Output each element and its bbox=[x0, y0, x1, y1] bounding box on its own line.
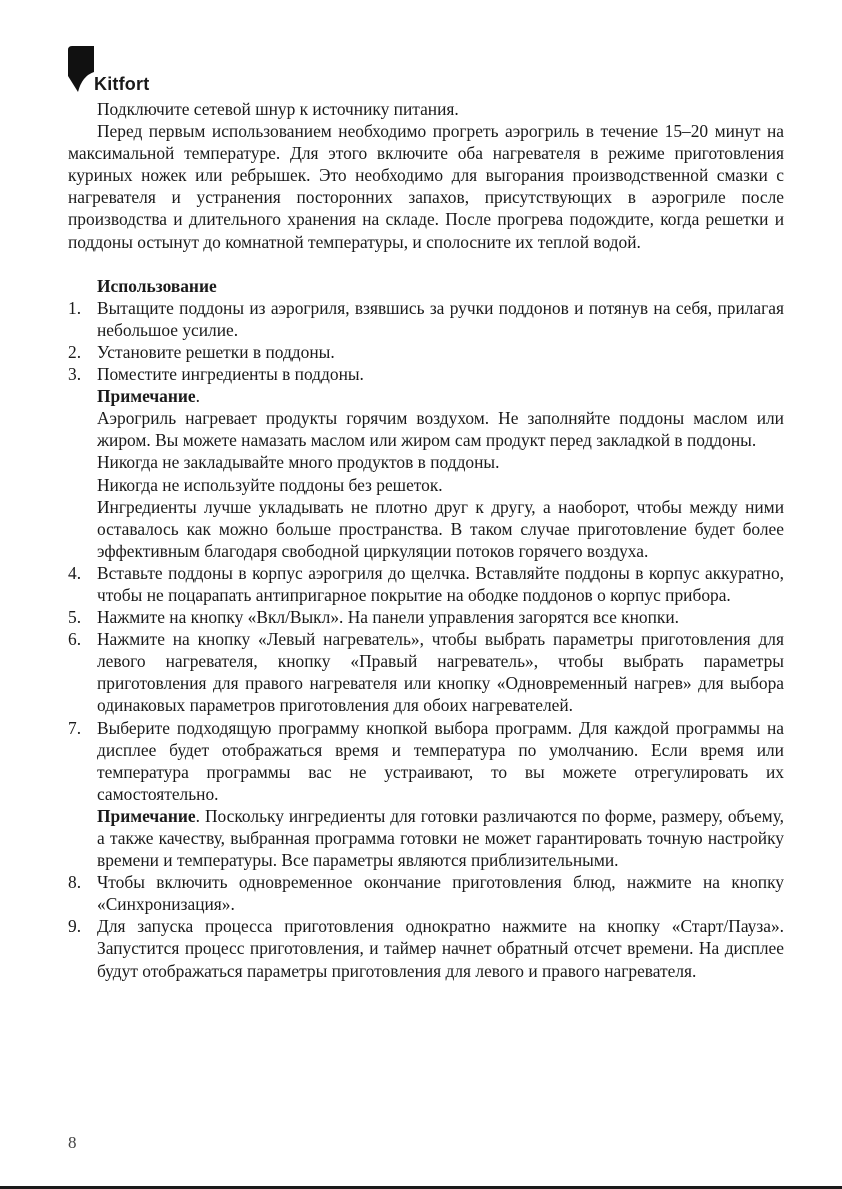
list-item-text: Нажмите на кнопку «Левый нагреватель», чтобы выбрать параметры приготовления для левого нагревателя, кнопку «Правый нагреватель», чтобы выбрать параметры приготовления для правого нагревателя или кнопку «Одновременный нагрев» для выбора одинаковых параметров приготовления для обоих нагревателей. bbox=[97, 629, 784, 716]
list-item bbox=[68, 606, 784, 628]
page-number: 8 bbox=[68, 1133, 77, 1152]
list-item-text: Выберите подходящую программу кнопкой выбора программ. Для каждой программы на дисплее будет отображаться время и температура по умолчанию. Если время или температура программы вас не устраивают, то вы можете отрегулировать их самостоятельно. bbox=[97, 717, 784, 804]
note-line: Ингредиенты лучше укладывать не плотно друг к другу, а наоборот, чтобы между ними оставалось как можно больше пространства. В таком случае приготовление будет более эффективным благодаря свободной циркуляции потоков горячего воздуха. bbox=[97, 496, 784, 561]
intro-paragraph-2: Перед первым использованием необходимо прогреть аэрогриль в течение 15–20 минут на максимальной температуре. Для этого включите оба нагревателя в режиме приготовления куриных ножек или ребрышек. Это необходимо для выгорания производственной смазки с нагревателя и устранения посторонних запахов, присутствующих в аэрогриле после производства и длительного хранения на складе. После прогрева подождите, когда решетки и поддоны остынут до комнатной температуры, и сполосните их теплой водой. bbox=[68, 121, 784, 252]
note-paragraph bbox=[68, 805, 784, 871]
list-item-number: 9. bbox=[68, 916, 82, 937]
list-item-text: Вытащите поддоны из аэрогриля, взявшись за ручки поддонов и потянув на себя, прилагая небольшое усилие. bbox=[97, 297, 784, 340]
note-heading bbox=[68, 385, 784, 407]
list-item-text: Установите решетки в поддоны. bbox=[97, 341, 335, 362]
note-line: Аэрогриль нагревает продукты горячим воздухом. Не заполняйте поддоны маслом или жиром. Вы можете намазать маслом или жиром сам продукт перед закладкой в поддоны. bbox=[97, 408, 784, 451]
list-item bbox=[68, 363, 784, 385]
list-item-number: 7. bbox=[68, 717, 82, 738]
list-item bbox=[68, 341, 784, 363]
list-item-number: 2. bbox=[68, 341, 82, 362]
list-item-number: 4. bbox=[68, 562, 82, 583]
list-item-text: Для запуска процесса приготовления однократно нажмите на кнопку «Старт/Пауза». Запустится процесс приготовления, и таймер начнет обратный отсчет времени. На дисплее будут отображаться параметры приготовления для левого и правого нагревателя. bbox=[97, 916, 784, 981]
section-title: Использование bbox=[97, 275, 217, 296]
note-line: Никогда не закладывайте много продуктов в поддоны. bbox=[97, 452, 500, 473]
page-content bbox=[68, 98, 784, 982]
list-item-text: Вставьте поддоны в корпус аэрогриля до щелчка. Вставляйте поддоны в корпус аккуратно, чтобы не поцарапать антипригарное покрытие на ободке поддонов о корпус прибора. bbox=[97, 562, 784, 605]
note-label-suffix: . bbox=[195, 386, 200, 407]
list-item-text: Поместите ингредиенты в поддоны. bbox=[97, 364, 364, 385]
list-item-number: 5. bbox=[68, 607, 82, 628]
note-label: Примечание bbox=[97, 386, 196, 407]
note-label: Примечание bbox=[97, 805, 196, 826]
list-item bbox=[68, 562, 784, 606]
list-item-number: 6. bbox=[68, 629, 82, 650]
list-item bbox=[68, 915, 784, 981]
list-item-text: Нажмите на кнопку «Вкл/Выкл». На панели управления загорятся все кнопки. bbox=[97, 607, 679, 628]
list-item bbox=[68, 717, 784, 805]
logo-mark-icon bbox=[68, 46, 94, 94]
intro-paragraph-1: Подключите сетевой шнур к источнику питания. bbox=[97, 99, 459, 119]
list-item-number: 1. bbox=[68, 297, 82, 318]
list-item bbox=[68, 871, 784, 915]
brand-name: Kitfort bbox=[94, 74, 150, 94]
note-text: . Поскольку ингредиенты для готовки различаются по форме, размеру, объему, а также качеству, выбранная программа готовки не может гарантировать точную настройку времени и температуры. Все параметры являются приблизительными. bbox=[97, 805, 784, 871]
note-line: Никогда не используйте поддоны без решеток. bbox=[97, 474, 443, 495]
list-item-number: 3. bbox=[68, 364, 82, 385]
list-item bbox=[68, 297, 784, 341]
list-item-number: 8. bbox=[68, 872, 82, 893]
list-item bbox=[68, 628, 784, 716]
list-item-text: Чтобы включить одновременное окончание приготовления блюд, нажмите на кнопку «Синхронизация». bbox=[97, 872, 784, 915]
